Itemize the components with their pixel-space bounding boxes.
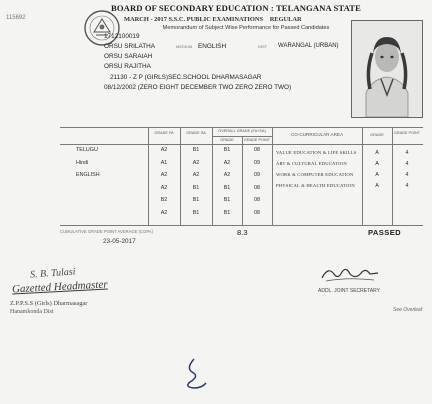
result-status: PASSED: [368, 228, 402, 237]
table-top-rule: [60, 127, 423, 128]
mother-name: ORSU RAJITHA: [104, 63, 151, 70]
activity-gp-cell: 4: [405, 161, 409, 167]
subject-gp-cell: 08: [254, 197, 260, 203]
see-overleaf-text: See Overleaf: [393, 307, 423, 313]
activity-grade-cell: A: [375, 161, 379, 167]
memo-title: Memorandum of Subject Wise Performance for Passed Candidates: [162, 25, 330, 31]
serial-number: 115692: [6, 15, 26, 21]
board-seal-icon: [82, 8, 122, 48]
subject-fa-cell: A2: [160, 184, 168, 191]
subject-sa-cell: B1: [192, 197, 200, 203]
subject-grade-cell: A2: [223, 172, 231, 178]
header-grade: GRADE: [220, 138, 234, 142]
activity-name-cell: PHYSICAL & HEALTH EDUCATION: [276, 183, 355, 188]
subject-fa-cell: A1: [160, 159, 168, 166]
table-bottom-rule: [60, 225, 423, 226]
subject-gp-cell: 08: [254, 147, 260, 153]
date-of-birth: 08/12/2002 (ZERO EIGHT DECEMBER TWO ZERO ZERO TWO): [104, 84, 292, 91]
activity-gp-cell: 4: [405, 172, 409, 178]
cgpa-value: 8.3: [237, 228, 248, 237]
pen-scribble: [178, 356, 210, 392]
subject-grade-cell: A2: [223, 159, 231, 166]
district-label: DIST: [258, 44, 268, 49]
subject-name-cell: Hindi: [76, 159, 89, 166]
subject-grade-cell: B1: [223, 147, 231, 153]
board-title: BOARD OF SECONDARY EDUCATION : TELANGANA STATE: [111, 3, 361, 13]
header-grade-point: GRADE POINT: [243, 138, 271, 142]
secretary-title: ADDL. JOINT SECRETARY: [318, 288, 380, 294]
grid-line: [212, 136, 272, 137]
subject-fa-cell: A2: [160, 172, 168, 178]
header-cocurricular: CO-CURRICULAR AREA: [290, 132, 344, 137]
activity-gp-cell: 4: [405, 183, 409, 189]
medium-label: MEDIUM: [176, 44, 193, 49]
subject-sa-cell: A2: [192, 159, 200, 166]
exam-name: MARCH - 2017 S.S.C. PUBLIC EXAMINATIONS: [124, 16, 264, 23]
headmaster-title: Gazetted Headmaster: [11, 278, 108, 296]
exam-title: [124, 16, 302, 23]
subject-grade-cell: B1: [223, 209, 231, 216]
exam-type: REGULAR: [269, 16, 302, 23]
issue-date: 23-05-2017: [103, 238, 136, 245]
subject-gp-cell: 08: [254, 184, 260, 191]
stamp-line-2: Hanamkonda Dist: [10, 309, 54, 315]
subject-sa-cell: B1: [192, 209, 200, 216]
roll-number: 1712100019: [104, 33, 140, 40]
subject-sa-cell: B1: [192, 147, 200, 153]
subject-sa-cell: B1: [192, 184, 200, 191]
stamp-line-1: Z.P.P.S.S (Girls) Dharmasagar: [10, 300, 88, 307]
secretary-signature: [318, 262, 384, 284]
header-grade-sa: GRADE SA: [186, 131, 206, 135]
candidate-photo: [351, 20, 423, 118]
subject-sa-cell: A2: [192, 172, 200, 178]
subject-grade-cell: B1: [223, 197, 231, 203]
subject-gp-cell: 09: [254, 159, 260, 166]
father-name: ORSU SARAIAH: [104, 53, 153, 60]
header-overall: OVERALL GRADE (FA+SA): [218, 129, 266, 133]
subject-grade-cell: B1: [223, 184, 231, 191]
header-grade-fa: GRADE FA: [154, 131, 174, 135]
school-name: 21130 - Z P (GIRLS)SEC.SCHOOL DHARMASAGAR: [110, 74, 262, 81]
candidate-name: ORSU SRILATHA: [104, 43, 156, 50]
district-value: WARANGAL (URBAN): [278, 43, 339, 49]
header-co-grade-point: GRADE POINT: [393, 131, 421, 135]
subject-fa-cell: A2: [160, 209, 168, 216]
subject-fa-cell: A2: [160, 147, 168, 153]
subject-fa-cell: B2: [160, 197, 168, 203]
cgpa-label: CUMULATIVE GRADE POINT AVERAGE (CGPA): [60, 229, 153, 234]
subject-name-cell: TELUGU: [76, 147, 98, 153]
subject-name-cell: ENGLISH: [76, 172, 100, 178]
activity-grade-cell: A: [375, 183, 379, 189]
subject-gp-cell: 09: [254, 172, 260, 178]
activity-name-cell: ART & CULTURAL EDUCATION: [276, 161, 347, 166]
grid-line: [272, 127, 273, 225]
activity-name-cell: VALUE EDUCATION & LIFE SKILLS: [276, 150, 357, 155]
activity-name-cell: WORK & COMPUTER EDUCATION: [276, 172, 354, 177]
medium-value: ENGLISH: [198, 43, 227, 50]
activity-grade-cell: A: [375, 172, 379, 178]
headmaster-handwriting: S. B. Tulasi: [29, 266, 76, 281]
activity-gp-cell: 4: [405, 150, 409, 156]
header-co-grade: GRADE: [370, 133, 384, 137]
subject-gp-cell: 08: [254, 209, 260, 216]
activity-grade-cell: A: [375, 150, 379, 156]
